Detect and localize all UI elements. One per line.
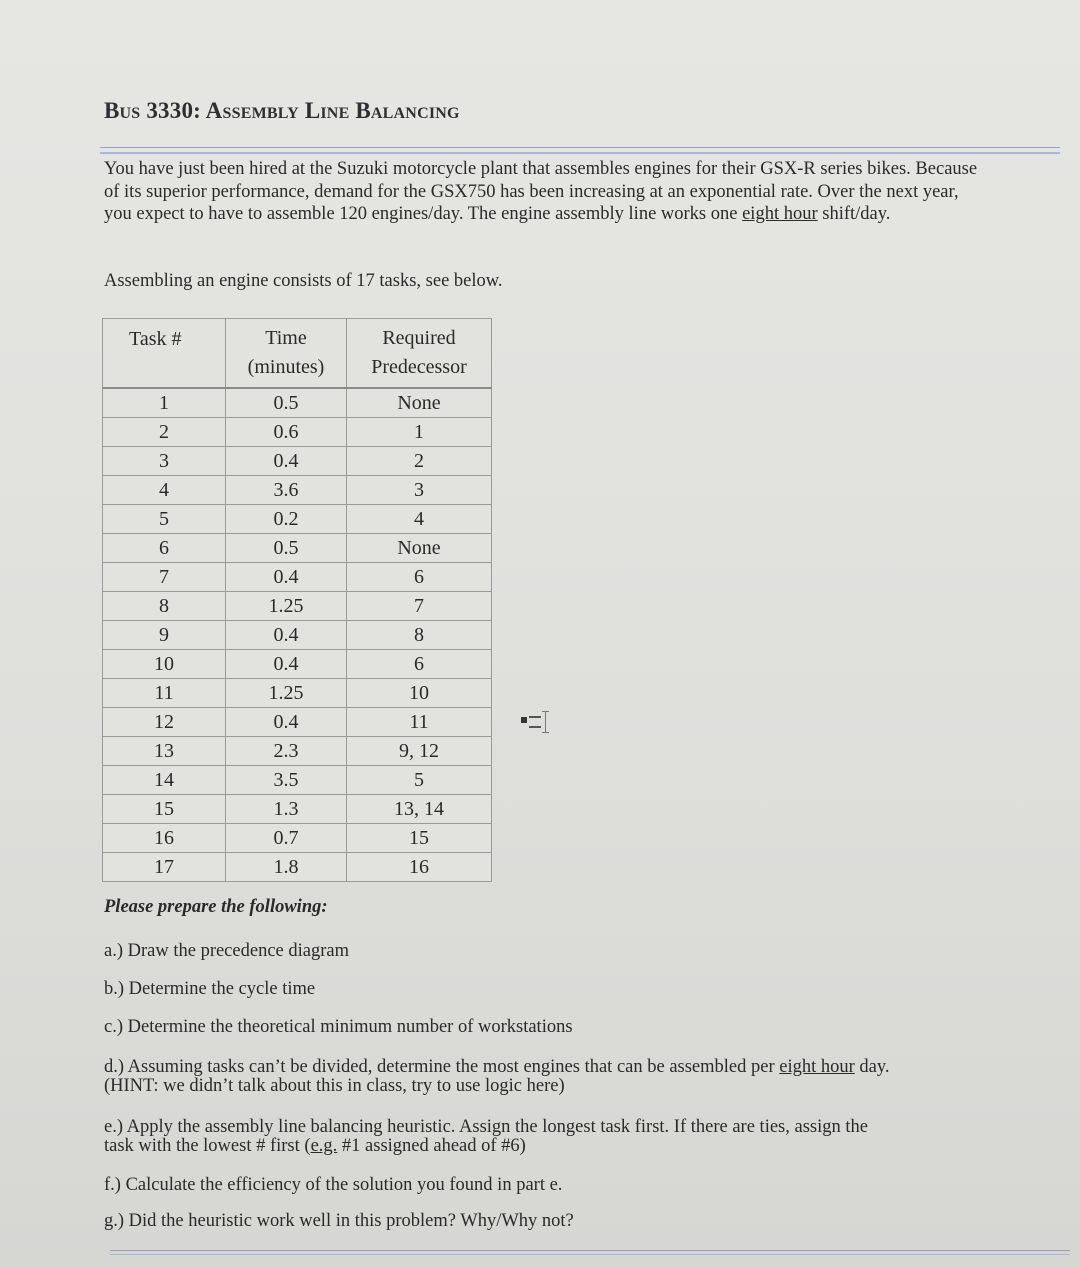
- bottom-divider: [110, 1250, 1070, 1255]
- cursor-square-mark: [521, 717, 527, 723]
- task-time-cell: 0.4: [226, 621, 347, 650]
- task-number-cell: 2: [103, 418, 226, 447]
- question-e-line2-text-2: #1 assigned ahead of #6): [337, 1136, 526, 1156]
- table-row: [103, 824, 492, 853]
- task-number-cell: 12: [103, 708, 226, 737]
- text-cursor-icon: [521, 710, 555, 734]
- question-d-text-1: d.) Assuming tasks can’t be divided, determine the most engines that can be assembled per: [104, 1057, 780, 1077]
- task-number-cell: 11: [103, 679, 226, 708]
- task-predecessor-cell: 15: [347, 824, 492, 853]
- intro-paragraph: [104, 158, 984, 226]
- task-time-cell: 2.3: [226, 737, 347, 766]
- question-e-line1: e.) Apply the assembly line balancing heuristic. Assign the longest task first. If there are ties, assign the: [104, 1117, 868, 1137]
- prepare-heading: Please prepare the following:: [104, 897, 328, 917]
- question-b: b.) Determine the cycle time: [104, 979, 316, 999]
- cursor-lines-mark: [529, 716, 541, 728]
- table-row: [103, 853, 492, 882]
- task-time-cell: 1.25: [226, 679, 347, 708]
- question-d: [104, 1058, 984, 1096]
- task-time-cell: 0.4: [226, 563, 347, 592]
- task-predecessor-cell: 6: [347, 563, 492, 592]
- header-pred-line1: Required: [382, 327, 456, 349]
- task-predecessor-cell: 16: [347, 853, 492, 882]
- task-number-cell: 4: [103, 476, 226, 505]
- task-predecessor-cell: 10: [347, 679, 492, 708]
- table-row: [103, 650, 492, 679]
- table-row: [103, 708, 492, 737]
- task-number-cell: 6: [103, 534, 226, 563]
- task-number-cell: 15: [103, 795, 226, 824]
- question-d-hint: (HINT: we didn’t talk about this in class, try to use logic here): [104, 1076, 565, 1096]
- task-time-cell: 0.7: [226, 824, 347, 853]
- task-number-cell: 13: [103, 737, 226, 766]
- table-row: [103, 388, 492, 418]
- header-time: [226, 319, 347, 389]
- header-time-line2: (minutes): [247, 356, 325, 378]
- task-number-cell: 8: [103, 592, 226, 621]
- task-table: [102, 318, 492, 882]
- task-number-cell: 9: [103, 621, 226, 650]
- table-row: [103, 447, 492, 476]
- task-predecessor-cell: 4: [347, 505, 492, 534]
- task-time-cell: 3.6: [226, 476, 347, 505]
- question-f: f.) Calculate the efficiency of the solution you found in part e.: [104, 1175, 563, 1195]
- question-e-line2-text-1: task with the lowest # first (: [104, 1136, 311, 1156]
- intro-underlined-text: eight hour: [742, 204, 818, 224]
- question-a: a.) Draw the precedence diagram: [104, 941, 349, 961]
- table-row: [103, 737, 492, 766]
- task-table-body: [103, 388, 492, 882]
- task-predecessor-cell: 6: [347, 650, 492, 679]
- header-task-number: Task #: [103, 319, 226, 389]
- intro-text-1: You have just been hired at the Suzuki motorcycle plant that assembles engines for their GSX-R series bikes. Because of its superior performance, demand for the GSX750 has been increasing at an exponential rate. Over the next year, you expect to have to assemble 120 engines/day. The engine assembly line works one: [104, 159, 978, 224]
- task-predecessor-cell: None: [347, 534, 492, 563]
- assembling-sentence: Assembling an engine consists of 17 tasks, see below.: [104, 271, 503, 291]
- title-divider: [100, 147, 1060, 154]
- question-g: g.) Did the heuristic work well in this problem? Why/Why not?: [104, 1211, 574, 1231]
- table-row: [103, 621, 492, 650]
- task-predecessor-cell: 1: [347, 418, 492, 447]
- task-predecessor-cell: None: [347, 388, 492, 418]
- task-number-cell: 5: [103, 505, 226, 534]
- table-row: [103, 476, 492, 505]
- task-predecessor-cell: 9, 12: [347, 737, 492, 766]
- table-row: [103, 766, 492, 795]
- task-time-cell: 0.4: [226, 650, 347, 679]
- table-row: [103, 679, 492, 708]
- task-time-cell: 0.4: [226, 708, 347, 737]
- task-predecessor-cell: 11: [347, 708, 492, 737]
- task-time-cell: 0.5: [226, 534, 347, 563]
- task-time-cell: 0.4: [226, 447, 347, 476]
- question-c: c.) Determine the theoretical minimum number of workstations: [104, 1017, 573, 1037]
- task-predecessor-cell: 8: [347, 621, 492, 650]
- header-time-line1: Time: [265, 327, 307, 349]
- task-predecessor-cell: 13, 14: [347, 795, 492, 824]
- table-row: [103, 418, 492, 447]
- task-time-cell: 0.2: [226, 505, 347, 534]
- task-time-cell: 3.5: [226, 766, 347, 795]
- task-number-cell: 14: [103, 766, 226, 795]
- task-time-cell: 1.25: [226, 592, 347, 621]
- header-pred-line2: Predecessor: [371, 356, 467, 378]
- task-time-cell: 0.6: [226, 418, 347, 447]
- ibeam-cursor-icon: [545, 711, 546, 733]
- task-number-cell: 17: [103, 853, 226, 882]
- question-d-text-2: day.: [854, 1057, 890, 1077]
- table-row: [103, 563, 492, 592]
- intro-text-2: shift/day.: [817, 204, 891, 224]
- table-row: [103, 795, 492, 824]
- task-time-cell: 1.3: [226, 795, 347, 824]
- table-row: [103, 592, 492, 621]
- task-number-cell: 3: [103, 447, 226, 476]
- task-predecessor-cell: 2: [347, 447, 492, 476]
- task-number-cell: 7: [103, 563, 226, 592]
- question-e-underlined: e.g.: [310, 1136, 338, 1156]
- question-d-underlined: eight hour: [779, 1057, 855, 1077]
- task-number-cell: 1: [103, 388, 226, 418]
- task-predecessor-cell: 5: [347, 766, 492, 795]
- task-number-cell: 16: [103, 824, 226, 853]
- task-time-cell: 1.8: [226, 853, 347, 882]
- task-table-header-row: [103, 319, 492, 389]
- page-title: Bus 3330: Assembly Line Balancing: [104, 98, 460, 123]
- header-predecessor: [347, 319, 492, 389]
- question-e: [104, 1118, 984, 1156]
- task-number-cell: 10: [103, 650, 226, 679]
- task-predecessor-cell: 3: [347, 476, 492, 505]
- table-row: [103, 534, 492, 563]
- table-row: [103, 505, 492, 534]
- task-time-cell: 0.5: [226, 388, 347, 418]
- task-predecessor-cell: 7: [347, 592, 492, 621]
